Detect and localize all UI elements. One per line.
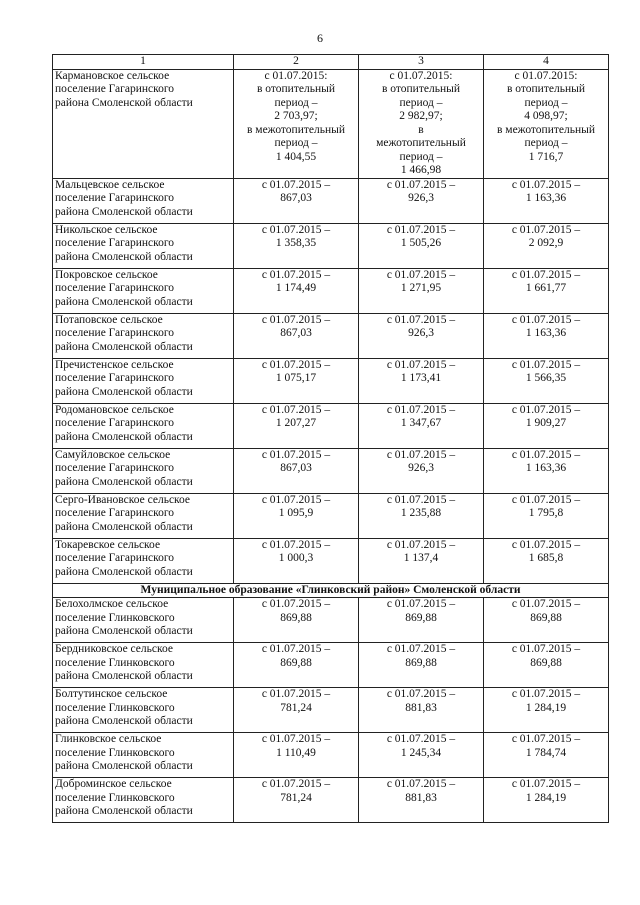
tariff-line: с 01.07.2015 –	[511, 493, 581, 506]
settlement-name-cell	[53, 268, 234, 313]
tariff-line: 869,88	[405, 656, 437, 669]
settlement-name-line: Белохолмское сельское	[55, 598, 169, 610]
tariff-cell-c3	[359, 598, 484, 643]
tariff-cell-c4	[484, 538, 609, 583]
tariff-line: с 01.07.2015:	[514, 69, 578, 82]
tariff-line: период –	[399, 150, 443, 163]
tariff-table	[52, 54, 609, 823]
settlement-name-line: района Смоленской области	[55, 715, 193, 727]
tariff-line: с 01.07.2015 –	[386, 688, 456, 700]
tariff-line: с 01.07.2015 –	[511, 223, 581, 236]
header-cell: 2	[234, 55, 359, 70]
tariff-cell-c2	[234, 598, 359, 643]
tariff-line: межотопительный	[376, 137, 466, 149]
tariff-line: в	[418, 123, 424, 136]
tariff-line: 1 235,88	[400, 507, 442, 519]
settlement-name-line: Глинковское сельское	[55, 733, 162, 745]
settlement-name-cell	[53, 688, 234, 733]
tariff-line: с 01.07.2015:	[389, 69, 453, 82]
settlement-name-line: поселение Гагаринского	[55, 552, 175, 564]
tariff-line: с 01.07.2015 –	[511, 313, 581, 326]
tariff-line: 781,24	[280, 701, 312, 714]
tariff-cell-c3	[359, 358, 484, 403]
settlement-name-line: Кармановское сельское	[55, 69, 170, 82]
tariff-line: с 01.07.2015 –	[511, 268, 581, 281]
settlement-name-cell	[53, 223, 234, 268]
tariff-cell-c2	[234, 223, 359, 268]
tariff-line: 869,88	[280, 656, 312, 669]
tariff-line: 1 075,17	[275, 372, 317, 384]
tariff-cell-c3	[359, 448, 484, 493]
tariff-line: с 01.07.2015 –	[261, 358, 331, 371]
tariff-line: 1 909,27	[525, 417, 567, 429]
settlement-name-line: района Смоленской области	[55, 250, 193, 263]
tariff-cell-c4	[484, 598, 609, 643]
settlement-name-line: района Смоленской области	[55, 760, 193, 772]
tariff-line: 1 245,34	[400, 746, 442, 759]
settlement-name-line: Серго-Ивановское сельское	[55, 493, 191, 506]
tariff-cell-c4	[484, 778, 609, 823]
table-row	[53, 268, 609, 313]
tariff-line: 1 207,27	[275, 417, 317, 429]
tariff-line: с 01.07.2015 –	[386, 598, 456, 610]
tariff-cell-c2	[234, 403, 359, 448]
tariff-line: 926,3	[408, 192, 434, 204]
tariff-line: 1 358,35	[275, 237, 317, 249]
settlement-name-line: поселение Глинковского	[55, 656, 175, 669]
table-row	[53, 313, 609, 358]
tariff-line: 2 092,9	[528, 237, 564, 249]
settlement-name-line: поселение Гагаринского	[55, 192, 175, 204]
tariff-cell-c2	[234, 448, 359, 493]
tariff-line: с 01.07.2015 –	[386, 358, 456, 371]
settlement-name-line: района Смоленской области	[55, 625, 193, 637]
settlement-name-line: поселение Гагаринского	[55, 83, 175, 95]
tariff-cell-c4	[484, 448, 609, 493]
tariff-cell-c2	[234, 778, 359, 823]
header-cell: 1	[53, 55, 234, 70]
tariff-line: 881,83	[405, 701, 437, 714]
tariff-line: 869,88	[405, 611, 437, 624]
section-row	[53, 583, 609, 598]
tariff-cell-c2	[234, 268, 359, 313]
tariff-line: с 01.07.2015 –	[261, 403, 331, 416]
tariff-line: с 01.07.2015 –	[511, 643, 581, 655]
tariff-line: 1 347,67	[400, 417, 442, 429]
settlement-name-line: поселение Глинковского	[55, 701, 175, 714]
tariff-line: период –	[399, 96, 443, 109]
settlement-name-line: Никольское сельское	[55, 223, 158, 236]
settlement-name-line: района Смоленской области	[55, 385, 193, 398]
table-row	[53, 688, 609, 733]
settlement-name-line: Доброминское сельское	[55, 778, 172, 790]
settlement-name-cell	[53, 643, 234, 688]
settlement-name-cell	[53, 69, 234, 178]
tariff-line: с 01.07.2015 –	[386, 223, 456, 236]
tariff-line: с 01.07.2015 –	[386, 493, 456, 506]
settlement-name-line: района Смоленской области	[55, 475, 193, 488]
tariff-line: 1 784,74	[525, 746, 567, 759]
tariff-line: с 01.07.2015 –	[261, 268, 331, 281]
tariff-cell-c2	[234, 538, 359, 583]
tariff-line: в межотопительный	[496, 123, 596, 136]
tariff-cell-c4	[484, 493, 609, 538]
settlement-name-line: Покровское сельское	[55, 268, 158, 281]
tariff-line: 1 000,3	[278, 552, 314, 564]
tariff-line: 1 137,4	[403, 552, 439, 564]
settlement-name-line: поселение Глинковского	[55, 746, 175, 759]
settlement-name-line: Токаревское сельское	[55, 538, 161, 551]
tariff-line: 867,03	[280, 462, 312, 474]
tariff-cell-c3	[359, 733, 484, 778]
tariff-cell-c4	[484, 733, 609, 778]
tariff-line: 1 661,77	[525, 282, 567, 294]
tariff-line: с 01.07.2015 –	[511, 448, 581, 461]
tariff-line: в межотопительный	[246, 123, 346, 136]
settlement-name-line: района Смоленской области	[55, 670, 193, 682]
page-number: 6	[317, 31, 323, 45]
tariff-line: период –	[274, 137, 318, 149]
settlement-name-line: поселение Глинковского	[55, 791, 175, 804]
tariff-line: период –	[524, 96, 568, 109]
tariff-line: 867,03	[280, 192, 312, 204]
tariff-line: с 01.07.2015 –	[511, 538, 581, 551]
settlement-name-line: Болтутинское сельское	[55, 688, 168, 700]
tariff-line: с 01.07.2015 –	[511, 688, 581, 700]
tariff-line: 1 173,41	[400, 372, 442, 384]
settlement-name-line: района Смоленской области	[55, 205, 193, 218]
tariff-line: с 01.07.2015:	[264, 69, 328, 82]
table-row	[53, 178, 609, 223]
tariff-cell-c4	[484, 268, 609, 313]
tariff-cell-c3	[359, 538, 484, 583]
settlement-name-line: района Смоленской области	[55, 805, 193, 817]
tariff-line: с 01.07.2015 –	[511, 598, 581, 610]
settlement-name-line: Бердниковское сельское	[55, 643, 173, 655]
tariff-line: 1 685,8	[528, 552, 564, 564]
tariff-line: 1 174,49	[275, 282, 317, 294]
tariff-cell-c2	[234, 69, 359, 178]
settlement-name-line: района Смоленской области	[55, 340, 193, 353]
tariff-line: с 01.07.2015 –	[261, 643, 331, 655]
tariff-line: 1 163,36	[525, 462, 567, 474]
tariff-line: с 01.07.2015 –	[261, 178, 331, 191]
tariff-line: 869,88	[280, 611, 312, 624]
settlement-name-line: района Смоленской области	[55, 295, 193, 308]
tariff-line: 926,3	[408, 327, 434, 339]
settlement-name-line: поселение Гагаринского	[55, 327, 175, 339]
settlement-name-line: поселение Гагаринского	[55, 372, 175, 384]
settlement-name-line: Самуйловское сельское	[55, 448, 171, 461]
tariff-line: 1 566,35	[525, 372, 567, 384]
settlement-name-line: поселение Гагаринского	[55, 462, 175, 474]
tariff-line: с 01.07.2015 –	[261, 448, 331, 461]
tariff-line: 867,03	[280, 327, 312, 339]
tariff-line: 1 716,7	[528, 150, 564, 163]
table-row	[53, 403, 609, 448]
table-row	[53, 69, 609, 178]
settlement-name-cell	[53, 448, 234, 493]
tariff-line: 1 466,98	[400, 164, 442, 176]
tariff-line: период –	[274, 96, 318, 109]
settlement-name-line: района Смоленской области	[55, 520, 193, 533]
tariff-cell-c2	[234, 688, 359, 733]
tariff-cell-c2	[234, 313, 359, 358]
tariff-cell-c3	[359, 778, 484, 823]
tariff-line: с 01.07.2015 –	[386, 778, 456, 790]
settlement-name-cell	[53, 778, 234, 823]
tariff-cell-c2	[234, 358, 359, 403]
settlement-name-cell	[53, 313, 234, 358]
tariff-line: с 01.07.2015 –	[386, 313, 456, 326]
settlement-name-cell	[53, 733, 234, 778]
table-row	[53, 493, 609, 538]
tariff-line: 1 163,36	[525, 192, 567, 204]
tariff-line: 1 095,9	[278, 507, 314, 519]
tariff-line: 869,88	[530, 656, 562, 669]
settlement-name-line: поселение Гагаринского	[55, 417, 175, 429]
tariff-line: 781,24	[280, 791, 312, 804]
tariff-line: с 01.07.2015 –	[386, 178, 456, 191]
settlement-name-line: поселение Глинковского	[55, 611, 175, 624]
tariff-cell-c3	[359, 313, 484, 358]
tariff-line: с 01.07.2015 –	[386, 643, 456, 655]
settlement-name-line: района Смоленской области	[55, 565, 193, 578]
tariff-cell-c3	[359, 223, 484, 268]
tariff-line: с 01.07.2015 –	[261, 493, 331, 506]
tariff-line: с 01.07.2015 –	[386, 448, 456, 461]
settlement-name-line: Мальцевское сельское	[55, 178, 165, 191]
tariff-line: в отопительный	[507, 83, 585, 95]
settlement-name-line: района Смоленской области	[55, 430, 193, 443]
tariff-cell-c3	[359, 688, 484, 733]
tariff-line: в отопительный	[257, 83, 335, 95]
section-title: Муниципальное образование «Глинковский район» Смоленской области	[53, 583, 609, 598]
settlement-name-line: поселение Гагаринского	[55, 237, 175, 249]
tariff-line: 2 703,97;	[274, 110, 318, 122]
settlement-name-line: поселение Гагаринского	[55, 282, 175, 294]
tariff-line: 4 098,97;	[524, 110, 568, 122]
tariff-line: с 01.07.2015 –	[386, 733, 456, 745]
tariff-cell-c4	[484, 643, 609, 688]
table-row	[53, 358, 609, 403]
tariff-line: 1 110,49	[276, 746, 316, 759]
tariff-line: 1 284,19	[525, 701, 567, 714]
tariff-cell-c3	[359, 493, 484, 538]
tariff-line: с 01.07.2015 –	[386, 538, 456, 551]
tariff-line: с 01.07.2015 –	[386, 268, 456, 281]
tariff-line: в отопительный	[382, 83, 460, 95]
tariff-line: с 01.07.2015 –	[261, 733, 331, 745]
tariff-cell-c4	[484, 69, 609, 178]
settlement-name-line: поселение Гагаринского	[55, 507, 175, 519]
tariff-line: с 01.07.2015 –	[261, 688, 331, 700]
settlement-name-cell	[53, 178, 234, 223]
table-row	[53, 643, 609, 688]
tariff-line: 926,3	[408, 462, 434, 474]
tariff-line: с 01.07.2015 –	[511, 403, 581, 416]
tariff-cell-c2	[234, 733, 359, 778]
table-row	[53, 598, 609, 643]
tariff-cell-c3	[359, 643, 484, 688]
tariff-line: 1 284,19	[525, 791, 567, 804]
tariff-line: 881,83	[405, 791, 437, 804]
tariff-line: 869,88	[530, 611, 562, 624]
tariff-line: с 01.07.2015 –	[261, 538, 331, 551]
tariff-line: 1 505,26	[400, 237, 442, 249]
settlement-name-cell	[53, 598, 234, 643]
tariff-cell-c3	[359, 69, 484, 178]
tariff-cell-c3	[359, 268, 484, 313]
tariff-cell-c4	[484, 178, 609, 223]
settlement-name-line: Родомановское сельское	[55, 403, 174, 416]
table-row	[53, 733, 609, 778]
tariff-line: с 01.07.2015 –	[511, 358, 581, 371]
tariff-cell-c2	[234, 493, 359, 538]
table-row	[53, 448, 609, 493]
tariff-cell-c3	[359, 403, 484, 448]
tariff-cell-c2	[234, 643, 359, 688]
settlement-name-cell	[53, 538, 234, 583]
table-row	[53, 538, 609, 583]
settlement-name-cell	[53, 358, 234, 403]
tariff-line: с 01.07.2015 –	[511, 778, 581, 790]
header-cell: 3	[359, 55, 484, 70]
tariff-line: с 01.07.2015 –	[261, 778, 331, 790]
tariff-cell-c4	[484, 403, 609, 448]
tariff-cell-c2	[234, 178, 359, 223]
header-row	[53, 55, 609, 70]
tariff-line: с 01.07.2015 –	[261, 313, 331, 326]
tariff-line: с 01.07.2015 –	[511, 733, 581, 745]
tariff-line: 1 795,8	[528, 507, 564, 519]
tariff-line: 1 271,95	[400, 282, 442, 294]
tariff-cell-c4	[484, 223, 609, 268]
settlement-name-line: района Смоленской области	[55, 96, 193, 109]
tariff-line: 1 163,36	[525, 327, 567, 339]
settlement-name-line: Потаповское сельское	[55, 313, 163, 326]
settlement-name-cell	[53, 403, 234, 448]
tariff-line: 2 982,97;	[399, 110, 443, 122]
tariff-line: период –	[524, 137, 568, 149]
tariff-cell-c4	[484, 688, 609, 733]
table-row	[53, 778, 609, 823]
tariff-line: 1 404,55	[275, 150, 317, 163]
tariff-cell-c3	[359, 178, 484, 223]
tariff-cell-c4	[484, 313, 609, 358]
tariff-line: с 01.07.2015 –	[386, 403, 456, 416]
settlement-name-line: Пречистенское сельское	[55, 358, 174, 371]
tariff-cell-c4	[484, 358, 609, 403]
header-cell: 4	[484, 55, 609, 70]
tariff-line: с 01.07.2015 –	[511, 178, 581, 191]
tariff-line: с 01.07.2015 –	[261, 598, 331, 610]
table-row	[53, 223, 609, 268]
tariff-line: с 01.07.2015 –	[261, 223, 331, 236]
settlement-name-cell	[53, 493, 234, 538]
